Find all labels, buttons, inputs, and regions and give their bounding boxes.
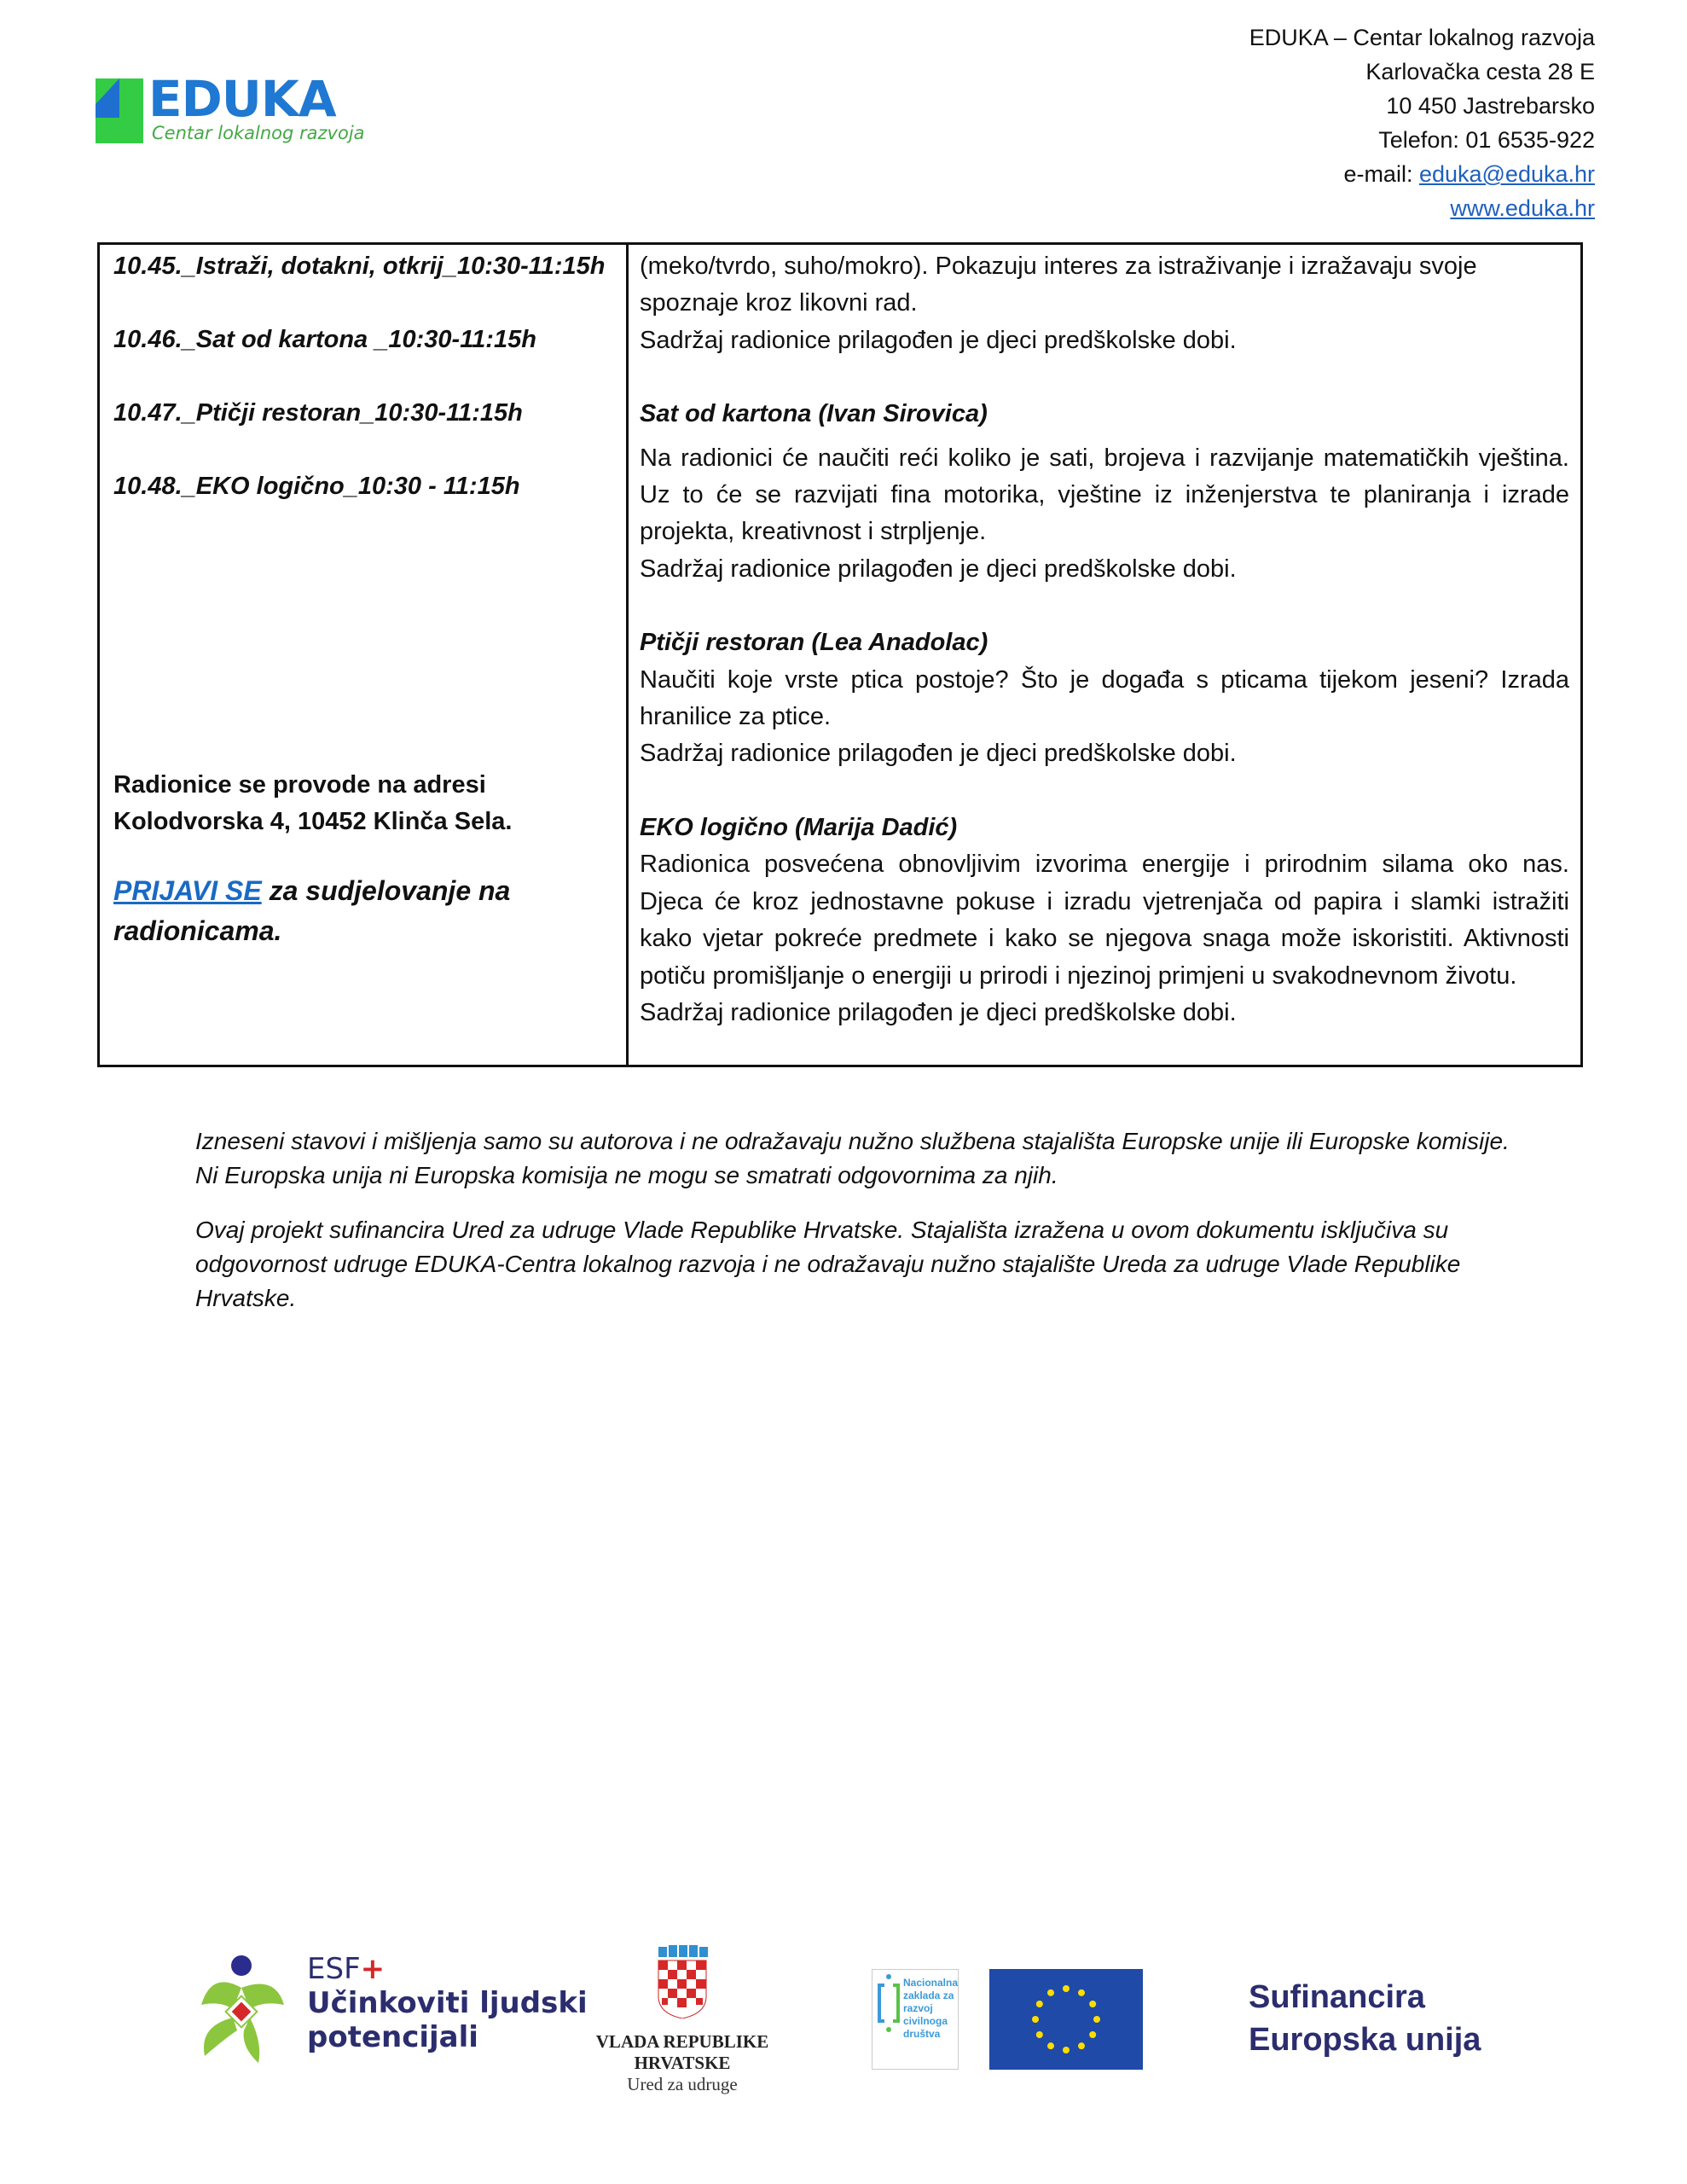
eu-star-icon (1036, 2001, 1043, 2007)
eu-star-icon (1036, 2031, 1043, 2038)
schedule-item: 10.45._Istraži, dotakni, otkrij_10:30-11:15h (113, 253, 606, 280)
location-note: Radionice se provode na adresi Kolodvorska 4, 10452 Klinča Sela. (113, 771, 513, 835)
schedule-item: 10.48._EKO logično_10:30 - 11:15h (113, 473, 520, 500)
continued-description: (meko/tvrdo, suho/mokro). Pokazuju interes za istraživanje i izražavaju svoje spoznaje kroz likovni rad. (640, 253, 1477, 317)
nzrcd-line: zaklada za (903, 1989, 954, 2001)
email-label: e-mail: (1343, 161, 1419, 187)
org-street: Karlovačka cesta 28 E (1365, 59, 1595, 84)
signup-note (113, 871, 591, 951)
funding-logos (0, 1937, 1687, 2094)
email-link[interactable]: eduka@eduka.hr (1418, 161, 1595, 187)
eu-star-icon (1047, 2042, 1054, 2049)
gov-disclaimer: Ovaj projekt sufinancira Ured za udruge Vlade Republike Hrvatske. Stajališta izražena u ovom dokumentu isključiva su odgovornost udruge EDUKA-Centra lokalnog razvoja i ne odražavaju nužno stajalište Ureda za udruge Vlade Republike Hrvatske. (195, 1217, 1461, 1311)
vlada-logo (554, 1945, 810, 2095)
eu-star-icon (1047, 1989, 1054, 1996)
schedule-column (113, 248, 617, 946)
eduka-logo (96, 70, 368, 164)
nzrcd-text (903, 1977, 958, 2041)
workshop-title: Sat od kartona (Ivan Sirovica) (640, 400, 988, 428)
workshop-description: Radionica posvećena obnovljivim izvorima energije i prirodnim silama oko nas. Djeca će kroz jednostavne pokuse i izradu vjetrenjača od papira i slamki istražiti kako vjetar pokreće predmete i kako se njegova snaga može iskoristiti. Aktivnosti potiču promišljanje o energiji u prirodi i njezinoj primjeni u svakodnevnom životu. (640, 851, 1569, 990)
vlada-title: VLADA REPUBLIKE HRVATSKE (595, 2031, 769, 2073)
age-note: Sadržaj radionice prilagođen je djeci predškolske dobi. (640, 555, 1237, 583)
workshop-description: Naučiti koje vrste ptica postoje? Što je događa s pticama tijekom jeseni? Izrada hranilice za ptice. (640, 665, 1569, 731)
esf-logo-text (307, 1952, 588, 2054)
eu-star-icon (1063, 1985, 1070, 1992)
logo-subtitle: Centar lokalnog razvoja (152, 123, 365, 143)
eu-line2: Europska unija (1249, 2022, 1481, 2058)
schedule-item: 10.46._Sat od kartona _10:30-11:15h (113, 326, 536, 353)
disclaimer (195, 1124, 1526, 1336)
nzrcd-line: Nacionalna (903, 1977, 959, 1989)
schedule-item: 10.47._Ptičji restoran_10:30-11:15h (113, 399, 523, 427)
vlada-subtitle: Ured za udruge (627, 2074, 738, 2094)
logo-mark-icon (96, 78, 143, 143)
org-city: 10 450 Jastrebarsko (1386, 93, 1595, 119)
workshop-table (97, 242, 1583, 1067)
website-link[interactable]: www.eduka.hr (1450, 195, 1595, 221)
nzrcd-line: civilnoga (903, 2015, 948, 2027)
logo-brand: EDUKA (148, 70, 336, 128)
eu-star-icon (1063, 2047, 1070, 2053)
workshop-title: Ptičji restoran (Lea Anadolac) (640, 629, 988, 657)
org-name: EDUKA – Centar lokalnog razvoja (1249, 25, 1595, 50)
eu-star-icon (1078, 2042, 1085, 2049)
eu-star-icon (1078, 1989, 1085, 1996)
eu-disclaimer: Izneseni stavovi i mišljenja samo su autorova i ne odražavaju nužno službena stajališta Europske unije ili Europske komisije. Ni Europska unija ni Europska komisija ne mogu se smatrati odgovornima za njih. (195, 1128, 1510, 1188)
description-column (640, 248, 1569, 1031)
eu-line1: Sufinancira (1249, 1979, 1425, 2015)
eu-star-icon (1032, 2016, 1039, 2023)
croatian-coat-of-arms-icon (655, 1945, 710, 2018)
workshop-description: Na radionici će naučiti reći koliko je sati, brojeva i razvijanje matematičkih vještina. Uz to će se razvijati fina motorika, vještine iz inženjerstva te planiranja i izrade projekta, kreativnost i strpljenje. (640, 444, 1569, 546)
esf-plus: + (360, 1952, 386, 1986)
org-phone: Telefon: 01 6535-922 (1378, 127, 1595, 153)
signup-text: za sudjelovanje na radionicama. (113, 875, 511, 946)
org-email-line (1249, 157, 1595, 191)
table-divider (626, 245, 629, 1065)
eu-star-icon (1089, 2001, 1096, 2007)
org-address (1249, 20, 1595, 225)
eu-star-icon (1089, 2031, 1096, 2038)
age-note: Sadržaj radionice prilagođen je djeci predškolske dobi. (640, 740, 1237, 768)
nzrcd-line: društva (903, 2028, 941, 2040)
eu-flag-icon (989, 1969, 1143, 2070)
nzrcd-bracket-icon (876, 1973, 901, 2042)
signup-link[interactable]: PRIJAVI SE (113, 875, 262, 906)
esf-line2: Učinkoviti ljudski (307, 1986, 588, 2020)
age-note: Sadržaj radionice prilagođen je djeci predškolske dobi. (640, 326, 1237, 354)
esf-line3: potencijali (307, 2020, 478, 2054)
nzrcd-logo (872, 1969, 959, 2070)
nzrcd-line: razvoj (903, 2002, 933, 2014)
eu-cofunded-text (1249, 1976, 1481, 2061)
eu-star-icon (1093, 2016, 1100, 2023)
workshop-title: EKO logično (Marija Dadić) (640, 813, 958, 841)
age-note: Sadržaj radionice prilagođen je djeci predškolske dobi. (640, 998, 1237, 1026)
esf-flower-icon (194, 1954, 288, 2065)
esf-title: ESF (307, 1952, 361, 1986)
